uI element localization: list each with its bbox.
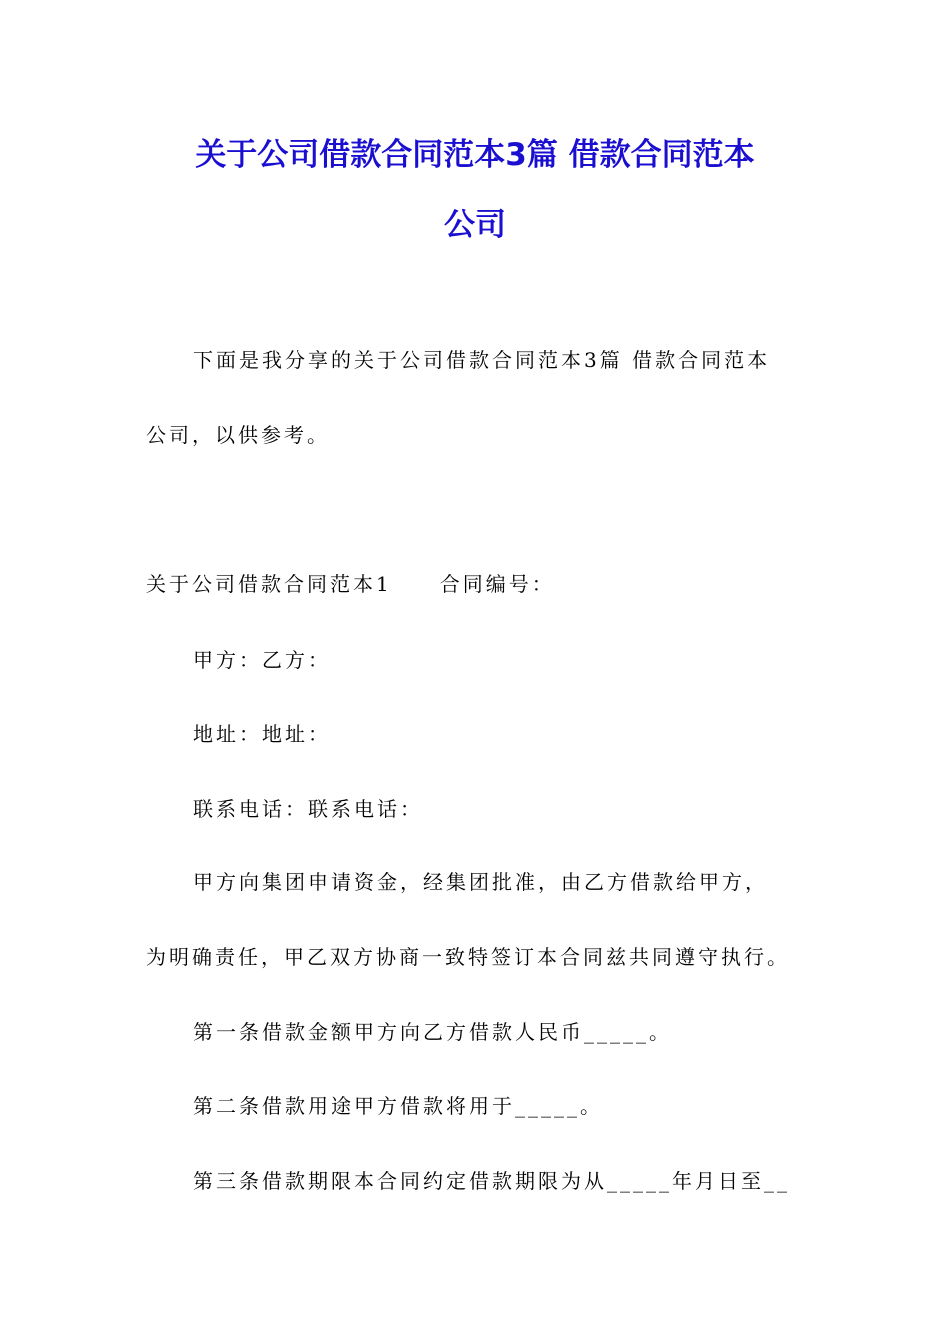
document-title-line-2: 公司 <box>444 207 506 243</box>
phone-line: 联系电话：联系电话： <box>193 797 423 821</box>
document-title-line-1: 关于公司借款合同范本3篇 借款合同范本 <box>195 137 755 173</box>
article-3: 第三条借款期限本合同约定借款期限为从_____年月日至__ <box>193 1169 790 1193</box>
intro-line-2: 公司，以供参考。 <box>146 423 330 447</box>
parties-line: 甲方：乙方： <box>193 648 331 672</box>
section-heading: 关于公司借款合同范本1 <box>146 572 392 596</box>
contract-number-label: 合同编号： <box>439 572 555 596</box>
paragraph-1-line-2: 为明确责任，甲乙双方协商一致特签订本合同兹共同遵守执行。 <box>146 945 790 969</box>
paragraph-1-line-1: 甲方向集团申请资金，经集团批准，由乙方借款给甲方， <box>193 870 768 894</box>
article-2: 第二条借款用途甲方借款将用于_____。 <box>193 1094 603 1118</box>
section-heading-row <box>146 570 555 598</box>
article-1: 第一条借款金额甲方向乙方借款人民币_____。 <box>193 1020 672 1044</box>
address-line: 地址：地址： <box>193 722 331 746</box>
intro-line-1: 下面是我分享的关于公司借款合同范本3篇 借款合同范本 <box>193 348 771 372</box>
